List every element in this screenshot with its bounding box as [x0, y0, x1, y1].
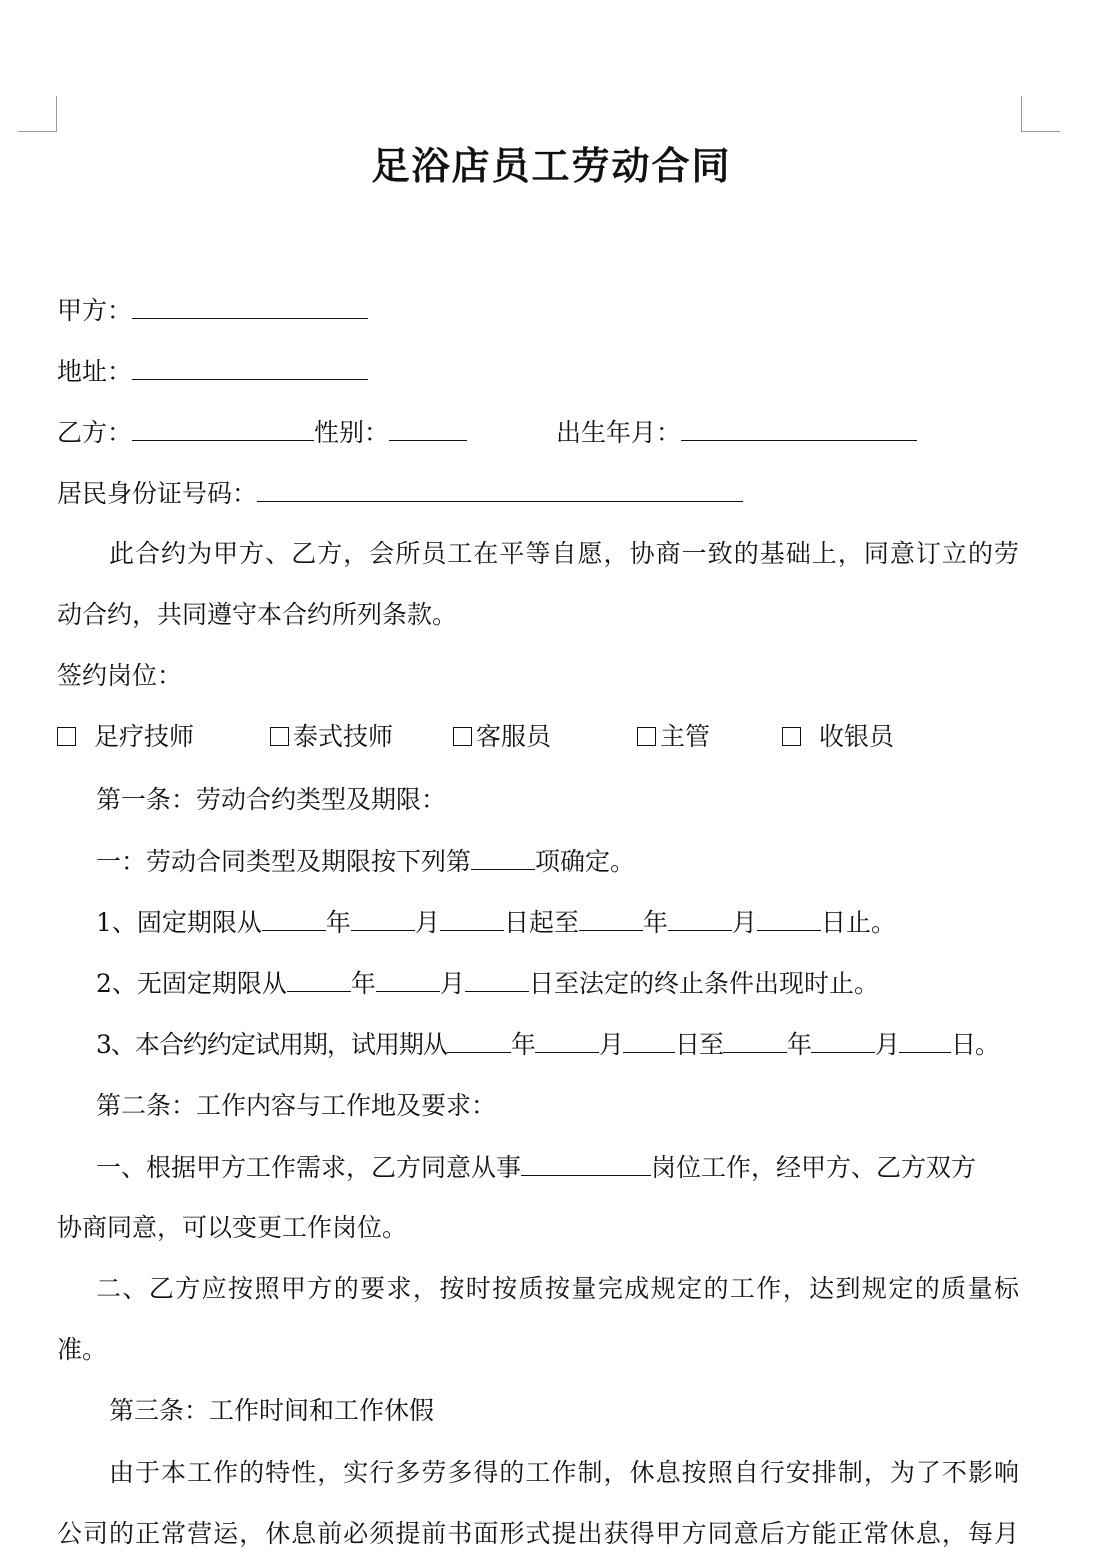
- article2-p1-line1: 一、根据甲方工作需求，乙方同意从事 岗位工作，经甲方、乙方双方: [96, 1153, 977, 1182]
- probation-start-day-field[interactable]: [623, 1028, 675, 1053]
- checkbox-icon[interactable]: [637, 727, 656, 746]
- job-position-field[interactable]: [521, 1151, 651, 1176]
- position-option-customer-service[interactable]: 客服员: [453, 721, 551, 753]
- probation-end-day-field[interactable]: [899, 1028, 951, 1053]
- gender-label: 性别：: [314, 418, 390, 447]
- intro-paragraph-line2: 动合约，共同遵守本合约所列条款。: [57, 600, 458, 629]
- birth-label: 出生年月：: [556, 418, 682, 447]
- probation-end-year-field[interactable]: [723, 1028, 787, 1053]
- article1-probation: 3、本合约约定试用期，试用期从 年 月 日至 年 月 日。: [96, 1030, 1000, 1059]
- position-option-cashier[interactable]: 收银员: [782, 721, 894, 753]
- probation-start-year-field[interactable]: [447, 1028, 511, 1053]
- address-label: 地址：: [57, 357, 133, 386]
- open-start-month-field[interactable]: [376, 967, 440, 992]
- id-number-field[interactable]: [257, 477, 743, 502]
- checkbox-icon[interactable]: [270, 727, 289, 746]
- birth-field[interactable]: [681, 416, 917, 441]
- probation-end-month-field[interactable]: [811, 1028, 875, 1053]
- open-start-year-field[interactable]: [287, 967, 351, 992]
- position-option-thai-therapist[interactable]: 泰式技师: [270, 721, 393, 753]
- article2-p2-line2: 准。: [57, 1335, 108, 1364]
- end-day-field[interactable]: [757, 906, 821, 931]
- party-a-field[interactable]: [132, 294, 368, 319]
- address-field[interactable]: [132, 355, 368, 380]
- article1-item-type: 一：劳动合同类型及期限按下列第 项确定。: [96, 847, 636, 876]
- article2-heading: 第二条：工作内容与工作地及要求：: [96, 1091, 497, 1120]
- start-day-field[interactable]: [440, 906, 504, 931]
- intro-paragraph-line1: 此合约为甲方、乙方，会所员工在平等自愿，协商一致的基础上，同意订立的劳: [109, 539, 1019, 568]
- start-year-field[interactable]: [262, 906, 326, 931]
- checkbox-icon[interactable]: [782, 727, 801, 746]
- id-number-line: [57, 477, 743, 511]
- end-year-field[interactable]: [579, 906, 643, 931]
- open-start-day-field[interactable]: [465, 967, 529, 992]
- party-a-line: [57, 294, 368, 328]
- position-option-supervisor[interactable]: 主管: [637, 721, 710, 753]
- gender-field[interactable]: [389, 416, 467, 441]
- article2-p1-line2: 协商同意，可以变更工作岗位。: [57, 1213, 408, 1242]
- document-title: 足浴店员工劳动合同: [371, 143, 732, 188]
- probation-start-month-field[interactable]: [535, 1028, 599, 1053]
- end-month-field[interactable]: [668, 906, 732, 931]
- id-number-label: 居民身份证号码：: [57, 479, 258, 508]
- article2-p2-line1: 二、乙方应按照甲方的要求，按时按质按量完成规定的工作，达到规定的质量标: [96, 1274, 1019, 1303]
- start-month-field[interactable]: [351, 906, 415, 931]
- checkbox-icon[interactable]: [57, 727, 76, 746]
- party-b-label: 乙方：: [57, 418, 133, 447]
- article3-p-line2: 公司的正常营运，休息前必须提前书面形式提出获得甲方同意后方能正常休息，每月: [57, 1519, 1019, 1548]
- crop-mark-top-left: [18, 96, 57, 132]
- party-b-line: [57, 416, 957, 450]
- party-a-label: 甲方：: [57, 296, 133, 325]
- article1-open-term: 2、无固定期限从 年 月 日至法定的终止条件出现时止。: [96, 969, 879, 998]
- party-b-field[interactable]: [132, 416, 314, 441]
- article3-heading: 第三条：工作时间和工作休假: [109, 1396, 435, 1425]
- item-number-field[interactable]: [471, 845, 535, 870]
- article1-fixed-term: 1、固定期限从 年 月 日起至 年 月 日止。: [96, 908, 897, 937]
- article1-heading: 第一条：劳动合约类型及期限：: [96, 785, 447, 814]
- address-line: [57, 355, 368, 389]
- position-label: 签约岗位：: [57, 661, 183, 690]
- checkbox-icon[interactable]: [453, 727, 472, 746]
- position-option-foot-therapist[interactable]: 足疗技师: [57, 721, 194, 753]
- position-options: [57, 721, 957, 755]
- article3-p-line1: 由于本工作的特性，实行多劳多得的工作制，休息按照自行安排制，为了不影响: [109, 1458, 1019, 1487]
- crop-mark-top-right: [1021, 96, 1060, 132]
